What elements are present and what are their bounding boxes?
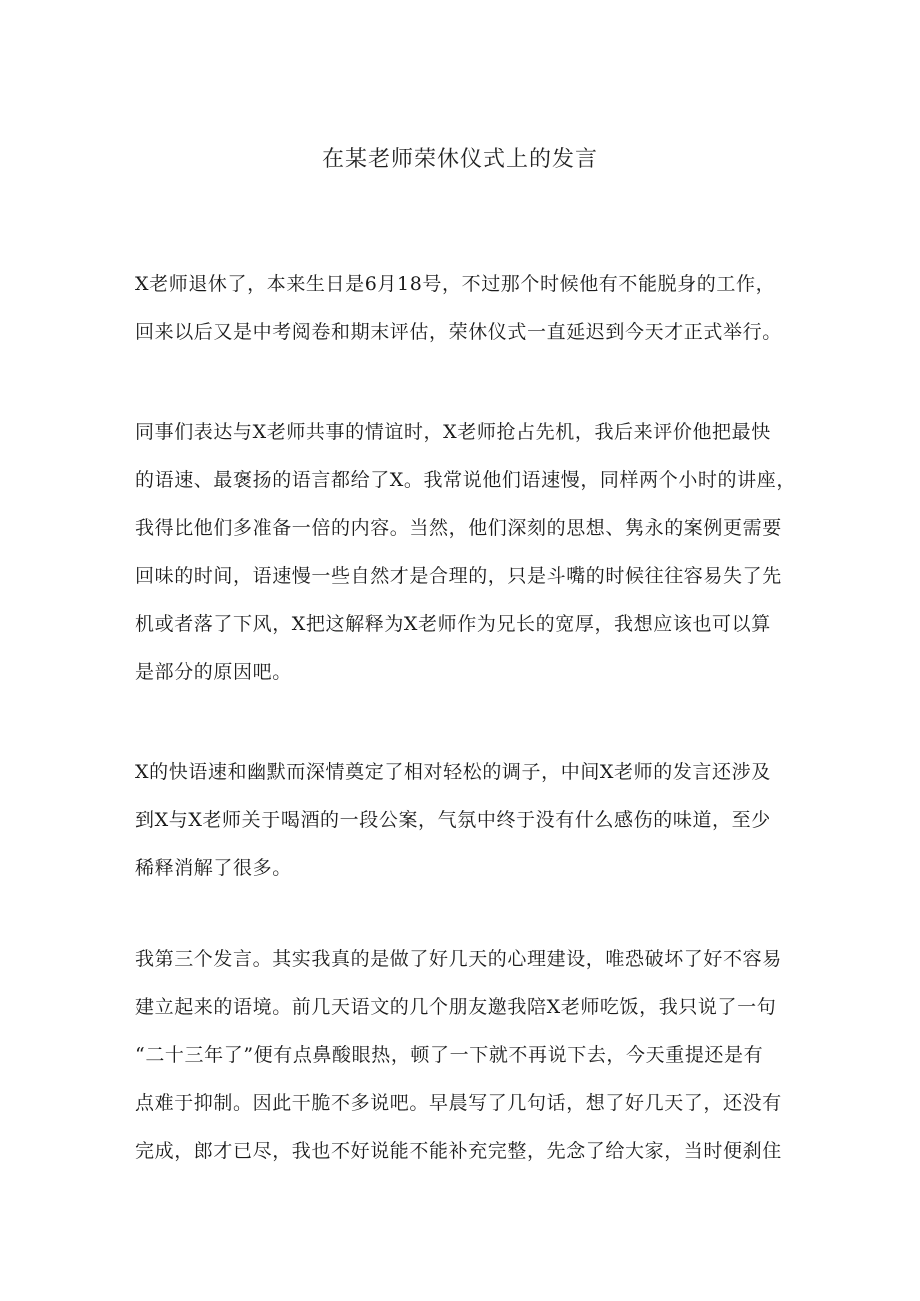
- text-line: “二十三年了”便有点鼻酸眼热，顿了一下就不再说下去，今天重提还是有: [135, 1044, 764, 1066]
- text-line: 是部分的原因吧。: [135, 661, 292, 683]
- text-line: 回味的时间，语速慢一些自然才是合理的，只是斗嘴的时候往往容易失了先: [135, 565, 782, 587]
- text-line: 机或者落了下风，X把这解释为X老师作为兄长的宽厚，我想应该也可以算: [135, 613, 771, 635]
- paragraph-3: [135, 748, 797, 892]
- text-line: X老师退休了，本来生日是6月18号，不过那个时候他有不能脱身的工作，: [135, 273, 776, 295]
- text-line: 完成，郎才已尽，我也不好说能不能补充完整，先念了给大家，当时便刹住: [135, 1140, 782, 1162]
- text-line: 我得比他们多准备一倍的内容。当然，他们深刻的思想、隽永的案例更需要: [135, 517, 782, 539]
- paragraph-1: [135, 260, 797, 356]
- text-line: X的快语速和幽默而深情奠定了相对轻松的调子，中间X老师的发言还涉及: [135, 761, 771, 783]
- text-line: 同事们表达与X老师共事的情谊时，X老师抢占先机，我后来评价他把最快: [135, 421, 771, 443]
- document-title: 在某老师荣休仪式上的发言: [321, 147, 598, 172]
- paragraph-2: [135, 408, 797, 696]
- paragraph-4: [135, 935, 797, 1175]
- text-line: 点难于抑制。因此干脆不多说吧。早晨写了几句话，想了好几天了，还没有: [135, 1092, 782, 1114]
- text-line: 回来以后又是中考阅卷和期末评估，荣休仪式一直延迟到今天才正式举行。: [135, 321, 782, 343]
- text-line: 稀释消解了很多。: [135, 857, 292, 879]
- text-line: 建立起来的语境。前几天语文的几个朋友邀我陪X老师吃饭，我只说了一句: [135, 996, 777, 1018]
- text-line: 到X与X老师关于喝酒的一段公案，气氛中终于没有什么感伤的味道，至少: [135, 809, 771, 831]
- text-line: 我第三个发言。其实我真的是做了好几天的心理建设，唯恐破坏了好不容易: [135, 948, 782, 970]
- text-line: 的语速、最褒扬的语言都给了X。我常说他们语速慢，同样两个小时的讲座，: [135, 469, 796, 491]
